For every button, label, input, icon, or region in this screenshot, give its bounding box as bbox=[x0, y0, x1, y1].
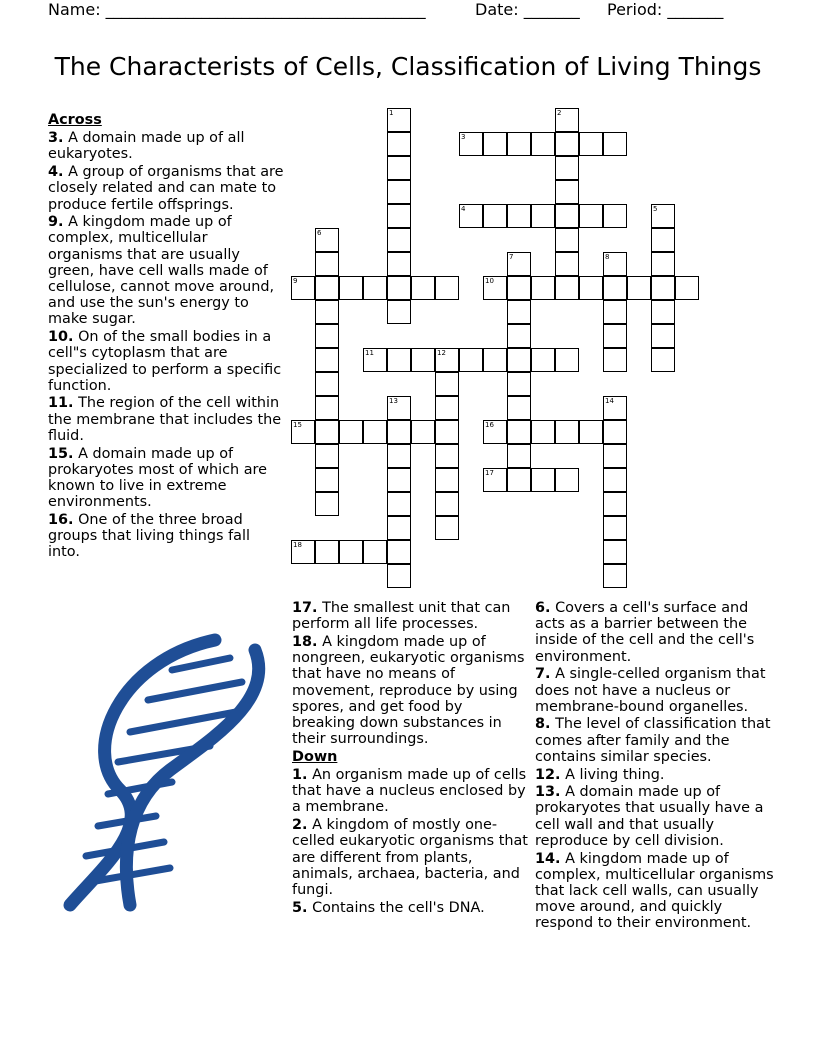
crossword-cell[interactable] bbox=[411, 348, 435, 372]
period-field[interactable]: Period: _______ bbox=[607, 0, 724, 19]
clue-across-15: 15. A domain made up of prokaryotes most of which are known to live in extreme environments. bbox=[48, 445, 267, 511]
crossword-cell[interactable] bbox=[435, 348, 459, 372]
crossword-cell[interactable] bbox=[315, 324, 339, 348]
crossword-cell[interactable] bbox=[387, 540, 411, 564]
clue-number: 17 bbox=[485, 469, 494, 477]
clue-down-14: 14. A kingdom made up of complex, multicellular organisms that lack cell walls, can usually move around, and quickly respond to their environment. bbox=[535, 850, 774, 932]
crossword-cell[interactable] bbox=[435, 396, 459, 420]
crossword-cell[interactable] bbox=[579, 276, 603, 300]
name-field[interactable]: Name: ________________________________________ bbox=[48, 0, 426, 19]
crossword-cell[interactable] bbox=[507, 324, 531, 348]
crossword-cell[interactable] bbox=[387, 348, 411, 372]
crossword-cell[interactable] bbox=[315, 396, 339, 420]
clue-number: 18 bbox=[293, 541, 302, 549]
crossword-cell[interactable] bbox=[651, 276, 675, 300]
crossword-cell[interactable] bbox=[411, 276, 435, 300]
clue-number: 11 bbox=[365, 349, 374, 357]
crossword-cell[interactable] bbox=[291, 540, 315, 564]
crossword-cell[interactable] bbox=[603, 564, 627, 588]
crossword-cell[interactable] bbox=[363, 276, 387, 300]
crossword-cell[interactable] bbox=[603, 444, 627, 468]
crossword-cell[interactable] bbox=[603, 252, 627, 276]
crossword-cell[interactable] bbox=[603, 300, 627, 324]
crossword-cell[interactable] bbox=[579, 132, 603, 156]
date-field[interactable]: Date: _______ bbox=[475, 0, 580, 19]
clue-number: 9 bbox=[293, 277, 298, 285]
crossword-cell[interactable] bbox=[315, 492, 339, 516]
clue-down-6: 6. Covers a cell's surface and acts as a barrier between the inside of the cell and the cell's environment. bbox=[535, 600, 755, 665]
crossword-cell[interactable] bbox=[579, 204, 603, 228]
clue-across-18: 18. A kingdom made up of nongreen, eukaryotic organisms that have no means of movement, reproduce by using spores, and get food by breaking down substances in their surroundings. bbox=[292, 633, 525, 748]
clue-number: 6 bbox=[317, 229, 322, 237]
crossword-cell[interactable] bbox=[483, 276, 507, 300]
crossword-cell[interactable] bbox=[363, 540, 387, 564]
across-heading: Across bbox=[48, 112, 102, 128]
crossword-cell[interactable] bbox=[603, 324, 627, 348]
crossword-cell[interactable] bbox=[387, 444, 411, 468]
crossword-cell[interactable] bbox=[387, 204, 411, 228]
crossword-cell[interactable] bbox=[315, 444, 339, 468]
crossword-cell[interactable] bbox=[363, 348, 387, 372]
crossword-cell[interactable] bbox=[387, 396, 411, 420]
crossword-cell[interactable] bbox=[315, 468, 339, 492]
clue-number: 3 bbox=[461, 133, 466, 141]
crossword-cell[interactable] bbox=[315, 420, 339, 444]
crossword-cell[interactable] bbox=[555, 252, 579, 276]
crossword-cell[interactable] bbox=[603, 348, 627, 372]
clue-number: 1 bbox=[389, 109, 394, 117]
dna-helix-icon bbox=[60, 620, 270, 920]
clue-across-4: 4. A group of organisms that are closely related and can mate to produce fertile offsprings. bbox=[48, 164, 284, 213]
crossword-cell[interactable] bbox=[675, 276, 699, 300]
crossword-cell[interactable] bbox=[387, 564, 411, 588]
clue-number: 15 bbox=[293, 421, 302, 429]
crossword-cell[interactable] bbox=[627, 276, 651, 300]
crossword-cell[interactable] bbox=[387, 276, 411, 300]
clue-down-12: 12. A living thing. bbox=[535, 766, 665, 783]
crossword-cell[interactable] bbox=[603, 492, 627, 516]
crossword-cell[interactable] bbox=[339, 276, 363, 300]
crossword-cell[interactable] bbox=[387, 516, 411, 540]
crossword-cell[interactable] bbox=[315, 372, 339, 396]
crossword-cell[interactable] bbox=[507, 444, 531, 468]
crossword-cell[interactable] bbox=[387, 300, 411, 324]
crossword-cell[interactable] bbox=[507, 468, 531, 492]
crossword-cell[interactable] bbox=[507, 372, 531, 396]
crossword-cell[interactable] bbox=[555, 156, 579, 180]
clue-down-5: 5. Contains the cell's DNA. bbox=[292, 899, 485, 916]
crossword-cell[interactable] bbox=[555, 180, 579, 204]
clue-across-10: 10. On of the small bodies in a cell"s cytoplasm that are specialized to perform a specific function. bbox=[48, 329, 282, 394]
crossword-cell[interactable] bbox=[555, 108, 579, 132]
crossword-cell[interactable] bbox=[435, 276, 459, 300]
crossword-cell[interactable] bbox=[603, 132, 627, 156]
crossword-cell[interactable] bbox=[531, 132, 555, 156]
crossword-cell[interactable] bbox=[483, 420, 507, 444]
crossword-cell[interactable] bbox=[603, 516, 627, 540]
crossword-cell[interactable] bbox=[387, 228, 411, 252]
crossword-cell[interactable] bbox=[315, 252, 339, 276]
crossword-cell[interactable] bbox=[291, 420, 315, 444]
crossword-cell[interactable] bbox=[435, 444, 459, 468]
crossword-cell[interactable] bbox=[387, 180, 411, 204]
crossword-cell[interactable] bbox=[555, 468, 579, 492]
crossword-cell[interactable] bbox=[555, 132, 579, 156]
crossword-cell[interactable] bbox=[435, 468, 459, 492]
crossword-cell[interactable] bbox=[363, 420, 387, 444]
clue-number: 8 bbox=[605, 253, 610, 261]
clue-number: 16 bbox=[485, 421, 494, 429]
page-title: The Characterists of Cells, Classification of Living Things bbox=[54, 52, 762, 81]
crossword-cell[interactable] bbox=[483, 204, 507, 228]
clue-down-13: 13. A domain made up of prokaryotes that usually have a cell wall and that usually reproduce by cell division. bbox=[535, 784, 764, 849]
crossword-cell[interactable] bbox=[531, 420, 555, 444]
crossword-cell[interactable] bbox=[315, 300, 339, 324]
crossword-cell[interactable] bbox=[555, 348, 579, 372]
crossword-cell[interactable] bbox=[387, 252, 411, 276]
crossword-cell[interactable] bbox=[339, 420, 363, 444]
crossword-cell[interactable] bbox=[507, 204, 531, 228]
clue-number: 14 bbox=[605, 397, 614, 405]
crossword-cell[interactable] bbox=[387, 108, 411, 132]
crossword-cell[interactable] bbox=[459, 348, 483, 372]
across-down-clues bbox=[292, 600, 528, 917]
crossword-cell[interactable] bbox=[435, 372, 459, 396]
crossword-cell[interactable] bbox=[531, 276, 555, 300]
crossword-cell[interactable] bbox=[651, 324, 675, 348]
clue-number: 12 bbox=[437, 349, 446, 357]
crossword-cell[interactable] bbox=[435, 516, 459, 540]
crossword-cell[interactable] bbox=[531, 468, 555, 492]
clue-across-9: 9. A kingdom made up of complex, multicellular organisms that are usually green, have cell walls made of cellulose, cannot move around, and use the sun's energy to make sugar. bbox=[48, 214, 275, 328]
crossword-cell[interactable] bbox=[315, 228, 339, 252]
clue-down-8: 8. The level of classification that comes after family and the contains similar species. bbox=[535, 716, 771, 765]
crossword-cell[interactable] bbox=[507, 252, 531, 276]
crossword-cell[interactable] bbox=[507, 276, 531, 300]
crossword-cell[interactable] bbox=[315, 276, 339, 300]
crossword-cell[interactable] bbox=[483, 132, 507, 156]
crossword-cell[interactable] bbox=[531, 204, 555, 228]
clue-across-16: 16. One of the three broad groups that living things fall into. bbox=[48, 511, 250, 561]
across-clues bbox=[48, 112, 284, 562]
crossword-cell[interactable] bbox=[315, 540, 339, 564]
crossword-cell[interactable] bbox=[555, 204, 579, 228]
crossword-cell[interactable] bbox=[651, 348, 675, 372]
crossword-cell[interactable] bbox=[339, 540, 363, 564]
clue-across-17: 17. The smallest unit that can perform all life processes. bbox=[292, 600, 511, 633]
clue-number: 2 bbox=[557, 109, 562, 117]
down-clues bbox=[535, 600, 775, 933]
crossword-cell[interactable] bbox=[507, 300, 531, 324]
crossword-cell[interactable] bbox=[507, 396, 531, 420]
crossword-cell[interactable] bbox=[603, 420, 627, 444]
crossword-cell[interactable] bbox=[651, 228, 675, 252]
crossword-cell[interactable] bbox=[603, 204, 627, 228]
crossword-cell[interactable] bbox=[531, 348, 555, 372]
crossword-cell[interactable] bbox=[507, 132, 531, 156]
clue-number: 5 bbox=[653, 205, 658, 213]
clue-down-7: 7. A single-celled organism that does not have a nucleus or membrane-bound organelles. bbox=[535, 666, 766, 715]
crossword-cell[interactable] bbox=[291, 276, 315, 300]
clue-number: 7 bbox=[509, 253, 514, 261]
clue-number: 4 bbox=[461, 205, 466, 213]
crossword-cell[interactable] bbox=[555, 276, 579, 300]
crossword-cell[interactable] bbox=[603, 276, 627, 300]
down-heading: Down bbox=[292, 748, 338, 765]
clue-across-3: 3. A domain made up of all eukaryotes. bbox=[48, 130, 245, 163]
crossword-cell[interactable] bbox=[555, 228, 579, 252]
crossword-cell[interactable] bbox=[651, 300, 675, 324]
crossword-cell[interactable] bbox=[603, 396, 627, 420]
crossword-cell[interactable] bbox=[387, 132, 411, 156]
crossword-cell[interactable] bbox=[555, 420, 579, 444]
crossword-cell[interactable] bbox=[603, 468, 627, 492]
crossword-cell[interactable] bbox=[435, 492, 459, 516]
crossword-cell[interactable] bbox=[387, 420, 411, 444]
clue-number: 13 bbox=[389, 397, 398, 405]
crossword-cell[interactable] bbox=[387, 468, 411, 492]
crossword-cell[interactable] bbox=[411, 420, 435, 444]
crossword-cell[interactable] bbox=[387, 156, 411, 180]
crossword-cell[interactable] bbox=[651, 204, 675, 228]
crossword-cell[interactable] bbox=[579, 420, 603, 444]
crossword-cell[interactable] bbox=[315, 348, 339, 372]
crossword-cell[interactable] bbox=[651, 252, 675, 276]
clue-across-11: 11. The region of the cell within the membrane that includes the fluid. bbox=[48, 395, 282, 444]
crossword-cell[interactable] bbox=[387, 492, 411, 516]
clue-number: 10 bbox=[485, 277, 494, 285]
clue-down-2: 2. A kingdom of mostly one-celled eukaryotic organisms that are different from plants, animals, archaea, bacteria, and fungi. bbox=[292, 817, 528, 898]
crossword-cell[interactable] bbox=[603, 540, 627, 564]
crossword-cell[interactable] bbox=[435, 420, 459, 444]
crossword-cell[interactable] bbox=[459, 132, 483, 156]
crossword-cell[interactable] bbox=[507, 348, 531, 372]
crossword-cell[interactable] bbox=[507, 420, 531, 444]
clue-down-1: 1. An organism made up of cells that have a nucleus enclosed by a membrane. bbox=[292, 767, 527, 816]
crossword-cell[interactable] bbox=[483, 348, 507, 372]
crossword-cell[interactable] bbox=[459, 204, 483, 228]
crossword-cell[interactable] bbox=[483, 468, 507, 492]
